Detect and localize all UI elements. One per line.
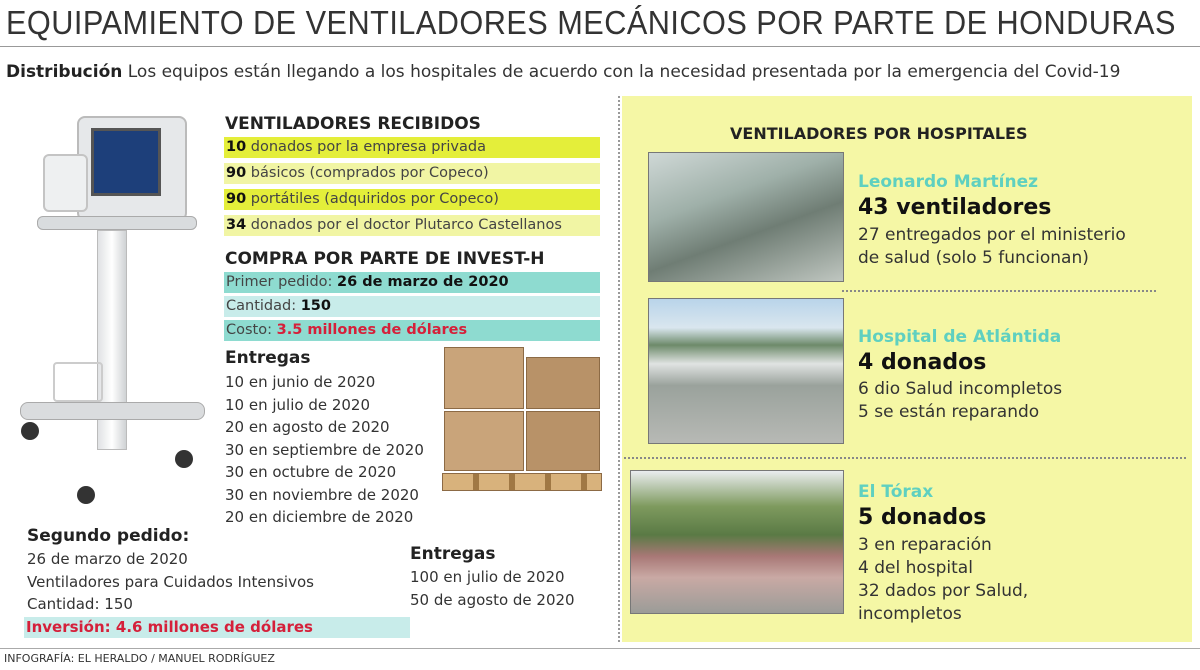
recibidos-item: 90 básicos (comprados por Copeco) bbox=[224, 163, 600, 184]
hospital-count: 43 ventiladores bbox=[858, 195, 1052, 220]
recibidos-item: 34 donados por el doctor Plutarco Castellanos bbox=[224, 215, 600, 236]
hospital-detail-line: 27 entregados por el ministerio bbox=[858, 225, 1126, 245]
hospital-detail-line: 4 del hospital bbox=[858, 558, 973, 578]
entrega-item: 20 en agosto de 2020 bbox=[225, 418, 390, 436]
entrega-item: 30 en septiembre de 2020 bbox=[225, 440, 424, 459]
hospital-detail-line: 32 dados por Salud, bbox=[858, 581, 1029, 601]
hospital-details bbox=[858, 534, 1028, 626]
hospital-photo-el-torax bbox=[630, 470, 844, 614]
entregas2-list bbox=[410, 566, 575, 611]
hospital-name: Leonardo Martínez bbox=[858, 172, 1039, 192]
hospital-count: 4 donados bbox=[858, 350, 987, 375]
entrega-item: 50 de agosto de 2020 bbox=[410, 590, 575, 609]
hospital-details bbox=[858, 224, 1126, 270]
costo: Costo: 3.5 millones de dólares bbox=[224, 320, 600, 341]
intro-text bbox=[6, 60, 1176, 84]
entregas-list bbox=[225, 371, 424, 529]
hospital-detail-line: 3 en reparación bbox=[858, 535, 992, 555]
intro-label: Distribución bbox=[6, 62, 123, 82]
recibidos-list bbox=[224, 137, 600, 236]
intro-body: Los equipos están llegando a los hospitales de acuerdo con la necesidad presentada por la emergencia del Covid-19 bbox=[122, 62, 1121, 82]
entregas2-heading: Entregas bbox=[410, 544, 496, 564]
hospital-name: El Tórax bbox=[858, 482, 934, 502]
boxes-pallet-illustration bbox=[442, 345, 604, 495]
recibidos-item: 90 portátiles (adquiridos por Copeco) bbox=[224, 189, 600, 210]
recibidos-heading: VENTILADORES RECIBIDOS bbox=[225, 114, 481, 134]
segundo-line: Cantidad: 150 bbox=[27, 595, 133, 613]
invest-heading: COMPRA POR PARTE DE INVEST-H bbox=[225, 249, 545, 269]
hospital-name: Hospital de Atlántida bbox=[858, 327, 1062, 347]
segundo-line: 26 de marzo de 2020 bbox=[27, 550, 188, 568]
segundo-details bbox=[27, 548, 314, 616]
entrega-item: 100 en julio de 2020 bbox=[410, 568, 565, 586]
primer-pedido: Primer pedido: 26 de marzo de 2020 bbox=[224, 272, 600, 293]
entrega-item: 30 en noviembre de 2020 bbox=[225, 485, 419, 504]
title-divider bbox=[0, 46, 1200, 47]
column-divider bbox=[618, 96, 620, 642]
segundo-heading: Segundo pedido: bbox=[27, 526, 190, 546]
page-title: EQUIPAMIENTO DE VENTILADORES MECÁNICOS POR PARTE DE HONDURAS bbox=[6, 4, 1176, 41]
hospital-photo-atlantida bbox=[648, 298, 844, 444]
hospital-detail-line: incompletos bbox=[858, 604, 962, 624]
segundo-line: Ventiladores para Cuidados Intensivos bbox=[27, 572, 314, 591]
ventilator-illustration bbox=[15, 112, 215, 512]
hospital-divider bbox=[624, 457, 1186, 459]
hospitales-heading: VENTILADORES POR HOSPITALES bbox=[730, 124, 1028, 143]
entrega-item: 20 en diciembre de 2020 bbox=[225, 508, 414, 526]
hospital-photo-leonardo-martinez bbox=[648, 152, 844, 282]
entrega-item: 10 en julio de 2020 bbox=[225, 395, 371, 414]
entregas-heading: Entregas bbox=[225, 348, 311, 368]
hospital-detail-line: 6 dio Salud incompletos bbox=[858, 379, 1063, 399]
hospital-detail-line: 5 se están reparando bbox=[858, 402, 1040, 422]
hospital-divider bbox=[842, 290, 1156, 292]
inversion: Inversión: 4.6 millones de dólares bbox=[24, 617, 410, 638]
hospital-count: 5 donados bbox=[858, 505, 987, 530]
footer-divider bbox=[0, 648, 1200, 649]
invest-details bbox=[224, 272, 600, 341]
recibidos-item: 10 donados por la empresa privada bbox=[224, 137, 600, 158]
cantidad: Cantidad: 150 bbox=[224, 296, 600, 317]
credit: INFOGRAFÍA: EL HERALDO / MANUEL RODRÍGUEZ bbox=[4, 652, 275, 665]
hospital-detail-line: de salud (solo 5 funcionan) bbox=[858, 248, 1089, 268]
entrega-item: 10 en junio de 2020 bbox=[225, 373, 376, 391]
hospital-details bbox=[858, 378, 1062, 424]
entrega-item: 30 en octubre de 2020 bbox=[225, 463, 397, 481]
